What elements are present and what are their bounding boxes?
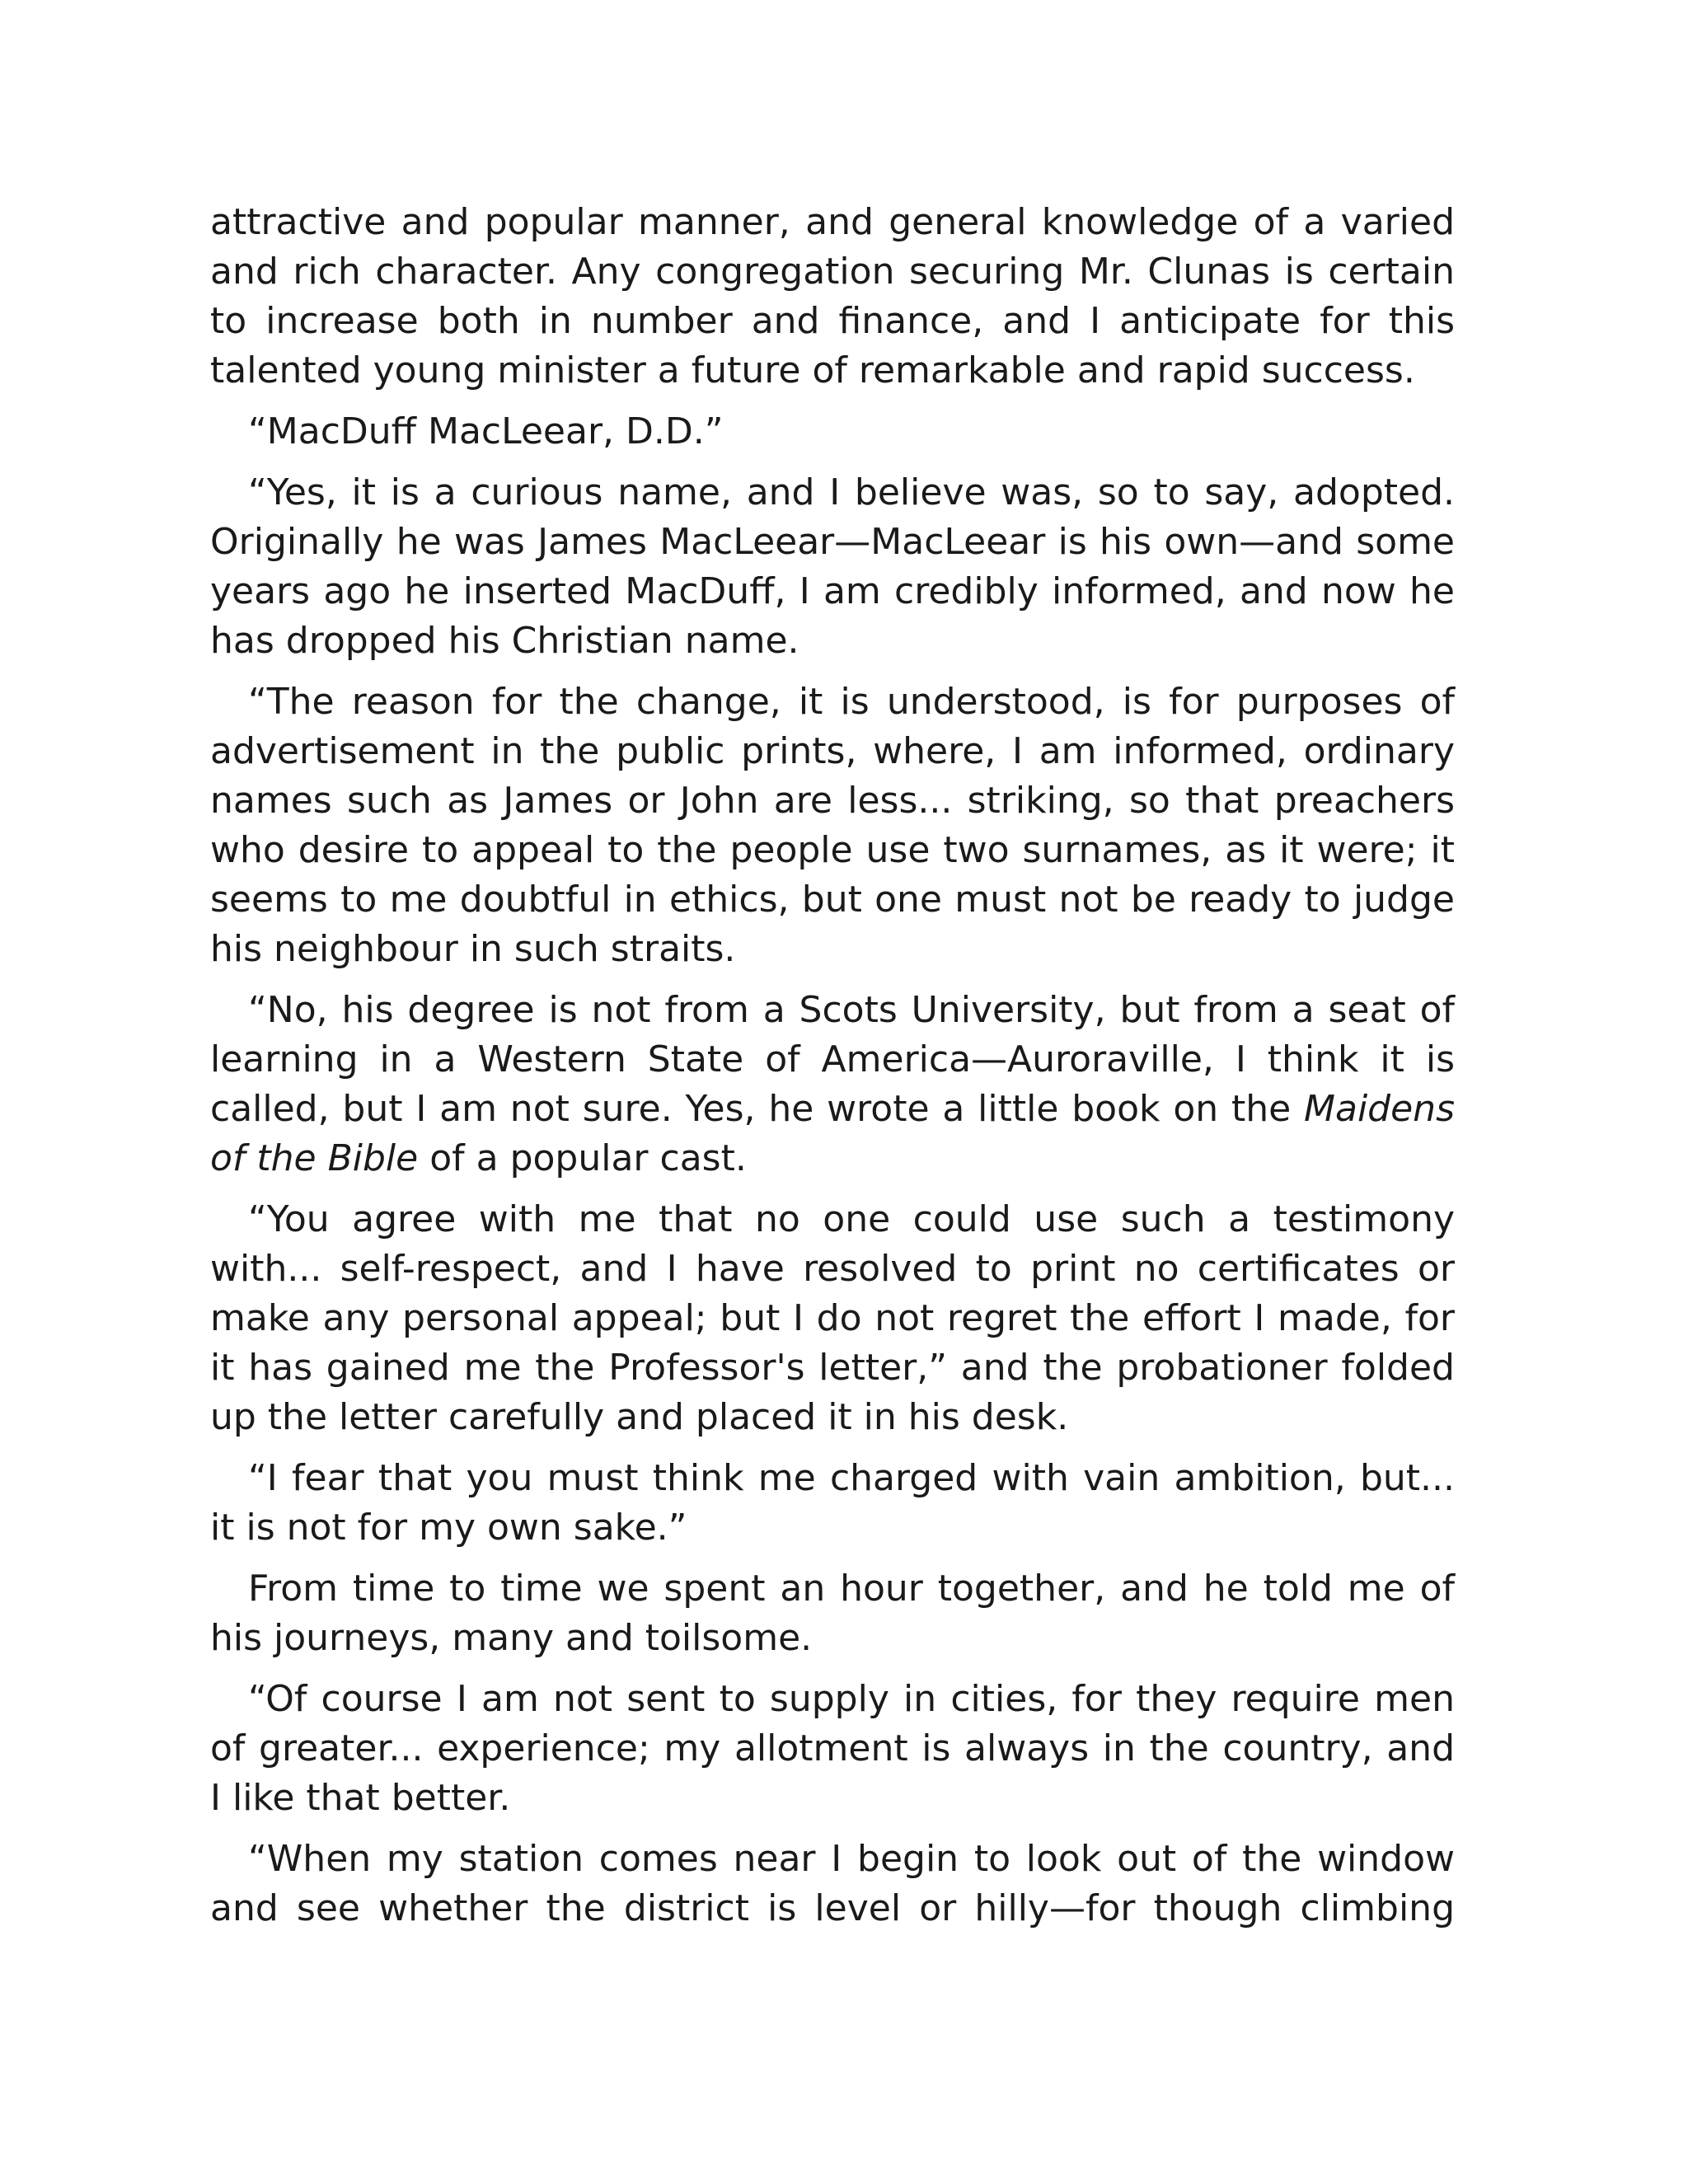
paragraph-4: “The reason for the change, it is understood, is for purposes of advertisement in the public prints, where, I am informed, ordinary names such as James or John are less... striking, so that preachers who desire to appeal to the people use two surnames, as it were; it seems to me doubtful in ethics, but one must not be ready to judge his neighbour in such straits. — [210, 681, 1455, 970]
paragraph-10: “When my station comes near I begin to look out of the window and see whether the district is level or hilly—for though climbing — [210, 1838, 1455, 1929]
paragraph-2: “MacDuff MacLeear, D.D.” — [248, 410, 724, 452]
paragraph-8: From time to time we spent an hour together, and he told me of his journeys, many and toilsome. — [210, 1568, 1455, 1659]
paragraph-1: attractive and popular manner, and general knowledge of a varied and rich character. Any congregation securing Mr. Clunas is certain to increase both in number and finance, and I anticipate for this talented young minister a future of remarkable and rapid success. — [210, 201, 1455, 391]
paragraph-3: “Yes, it is a curious name, and I believe was, so to say, adopted. Originally he was James MacLeear—MacLeear is his own—and some years ago he inserted MacDuff, I am credibly informed, and now he has dropped his Christian name. — [210, 471, 1455, 662]
body-text — [210, 198, 1455, 1945]
paragraph-5-text-start: “No, his degree is not from a Scots University, but from a seat of learning in a Western State of America—Auroraville, I think it is called, but I am not sure. Yes, he wrote a little book on the — [210, 989, 1455, 1130]
paragraph-9: “Of course I am not sent to supply in cities, for they require men of greater... experience; my allotment is always in the country, and I like that better. — [210, 1678, 1455, 1819]
paragraph-5 — [210, 986, 1455, 1183]
book-title-italic: Maidens of the Bible — [210, 1088, 1455, 1179]
paragraph-7: “I fear that you must think me charged with vain ambition, but... it is not for my own sake.” — [210, 1457, 1455, 1549]
paragraph-5-text-end: of a popular cast. — [418, 1137, 747, 1179]
paragraph-6: “You agree with me that no one could use such a testimony with... self-respect, and I have resolved to print no certificates or make any personal appeal; but I do not regret the effort I made, for it has gained me the Professor's letter,” and the probationer folded up the letter carefully and placed it in his desk. — [210, 1198, 1455, 1438]
